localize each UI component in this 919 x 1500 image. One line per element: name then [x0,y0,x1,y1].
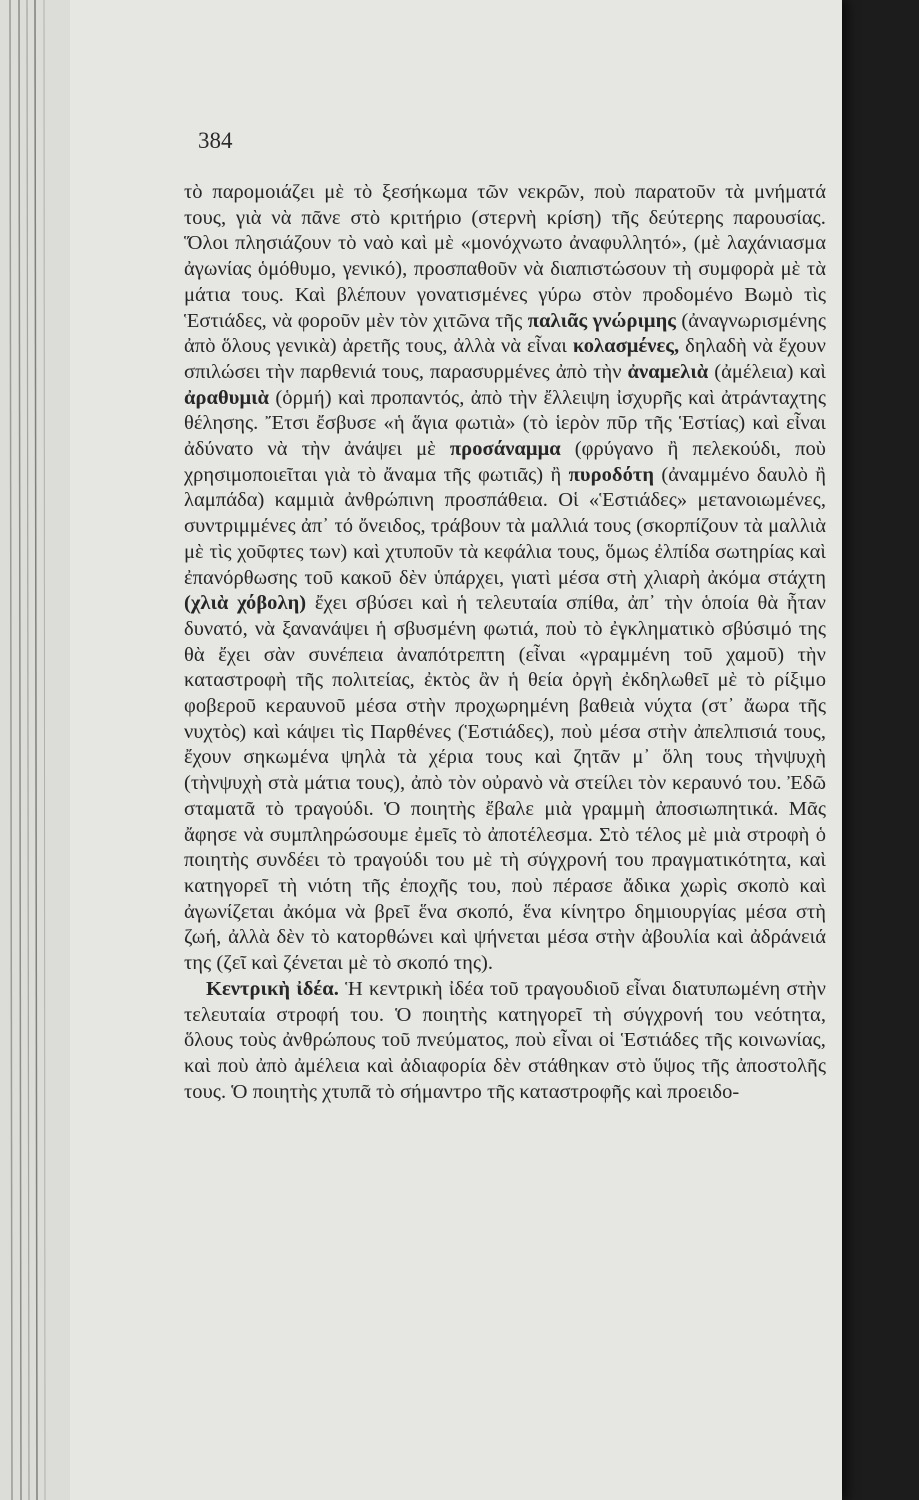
text-run: δηλαδὴ νὰ ἔχουν σπιλώσει τὴν παρθενιά τους, παρασυρμένες ἀπὸ τὴν [184,335,826,383]
body-text [184,180,826,1105]
text-run: (ἀναγνωρισμένης ἀπὸ ὅλους γενικὰ) ἀρετῆς τους, ἀλλὰ νὰ εἶναι [184,309,827,358]
bold-term: (χλιὰ χόβολη) [184,592,307,615]
text-run: (φρύγανο ἢ πελεκούδι, ποὺ χρησιμοποιεῖται γιὰ τὸ ἄναμα τῆς φωτιᾶς) ἢ [184,438,826,486]
text-run: ἔχει σβύσει καὶ ἡ τελευταία σπίθα, ἀπ᾿ τὴν ὁποία θὰ ἦταν δυνατό, νὰ ξανανάψει ἡ σβυσμένη φωτιά, ποὺ τὸ ἐγκληματικὸ σβύσιμό της θὰ ἔχει σὰν συνέπεια ἀναπότρεπτη (εἶναι «γραμμένη τοῦ χαμοῦ) τὴν καταστροφὴ τῆς πολιτείας, ἐκτὸς ἂν ἡ θεία ὀργὴ ἐκδηλωθεῖ μὲ τὸ ρίξιμο φοβεροῦ κεραυνοῦ μέσα στὴν προχωρημένη βαθειὰ νύχτα (στ᾿ ἄωρα τῆς νυχτὸς) καὶ κάψει τὶς Παρθένες (Ἑστιάδες), ποὺ μέσα στὴν ἀπελπισιά τους, ἔχουν σηκωμένα ψηλὰ τὰ χέρια τους καὶ ζητᾶν μ᾿ ὅλη τους τὴνψυχὴ (τὴνψυχὴ στὰ μάτια τους), ἀπὸ τὸν οὐρανὸ νὰ στείλει τὸν κεραυνό του. Ἐδῶ σταματᾶ τὸ τραγούδι. Ὁ ποιητὴς ἔβαλε μιὰ γραμμὴ ἀποσιωπητικά. Μᾶς ἄφησε νὰ συμπληρώσουμε ἐμεῖς τὸ ἀποτέλεσμα. Στὸ τέλος μὲ μιὰ στροφὴ ὁ ποιητὴς συνδέει τὸ τραγούδι του μὲ τὴ σύγχρονή του πραγματικότητα, καὶ κατηγορεῖ τὴ νιότη τῆς ἐποχῆς του, ποὺ πέρασε ἄδικα χωρὶς σκοπὸ καὶ ἀγωνίζεται ἀκόμα νὰ βρεῖ ἕνα σκοπό, ἕνα κίνητρο δημιουργίας μέσα στὴ ζωή, ἀλλὰ δὲν τὸ κατορθώνει καὶ ψήνεται μέσα στὴν ἀβουλία καὶ ἀδράνειά της (ζεῖ καὶ ζένεται μὲ τὸ σκοπό της). [184,592,826,975]
paragraph-2 [184,977,826,1106]
text-run: (ἀναμμένο δαυλὸ ἢ λαμπάδα) καμμιὰ ἀνθρώπινη προσπάθεια. Οἱ «Ἑστιάδες» μετανοιωμένες, συντριμμένες ἀπ᾿ τό ὄνειδος, τράβουν τὰ μαλλιά τους (σκορπίζουν τὰ μαλλιὰ μὲ τὶς χοῦφτες των) καὶ χτυποῦν τὰ κεφάλια τους, ὅμως ἐλπίδα σωτηρίας καὶ ἐπανόρθωσης τοῦ κακοῦ δὲν ὑπάρχει, γιατὶ μέσα στὴ χλιαρὴ ἀκόμα στάχτη [184,463,827,589]
bold-term: ἀναμελιὰ [627,360,709,383]
bold-term: κολασμένες, [572,335,680,358]
bold-term: ἀραθυμιὰ [184,386,270,409]
bold-term: παλιᾶς γνώριμης [527,309,676,332]
text-run: (ὁρμή) καὶ προπαντός, ἀπὸ τὴν ἔλλειψη ἰσχυρῆς καὶ ἀτράνταχτης θέλησης. Ἔτσι ἔσβυσε «ἡ ἅγια φωτιὰ» (τὸ ἱερὸν πῦρ τῆς Ἑστίας) καὶ εἶναι ἀδύνατο νὰ τὴν ἀνάψει μὲ [184,386,826,461]
text-run: (ἀμέλεια) καὶ [708,360,826,383]
bold-term: προσάναμμα [449,438,561,461]
paragraph-1 [184,180,826,977]
page-number: 384 [198,128,233,153]
text-run: Ἡ κεντρικὴ ἰδέα τοῦ τραγουδιοῦ εἶναι διατυπωμένη στὴν τελευταία στροφή του. Ὁ ποιητὴς κατηγορεῖ τὴ σύγχρονή του νεότητα, ὅλους τοὺς ἀνθρώπους τοῦ πνεύματος, ποὺ εἶναι οἱ Ἑστιάδες τῆς κοινωνίας, καὶ ποὺ ἀπὸ ἀμέλεια καὶ ἀδιαφορία δὲν στάθηκαν στὸ ὕψος τῆς ἀποστολῆς τους. Ὁ ποιητὴς χτυπᾶ τὸ σήμαντρο τῆς καταστροφῆς καὶ προειδο- [184,977,826,1103]
bold-term: πυροδότη [568,463,655,486]
section-heading: Κεντρικὴ ἰδέα. [206,977,339,1000]
page-edge-stack [0,0,70,1500]
text-run: τὸ παρομοιάζει μὲ τὸ ξεσήκωμα τῶν νεκρῶν, ποὺ παρατοῦν τὰ μνήματά τους, γιὰ νὰ πᾶνε στὸ κριτήριο (στερνὴ κρίση) τῆς δεύτερης παρουσίας. Ὅλοι πλησιάζουν τὸ ναὸ καὶ μὲ «μονόχνωτο ἀναφυλλητό», (μὲ λαχάνιασμα ἀγωνίας ὁμόθυμο, γενικό), προσπαθοῦν νὰ διαπιστώσουν τὴ συμφορὰ μὲ τὰ μάτια τους. Καὶ βλέπουν γονατισμένες γύρω στὸν προδομένο Βωμὸ τὶς Ἑστιάδες, νὰ φοροῦν μὲν τὸν χιτῶνα τῆς [184,181,826,332]
